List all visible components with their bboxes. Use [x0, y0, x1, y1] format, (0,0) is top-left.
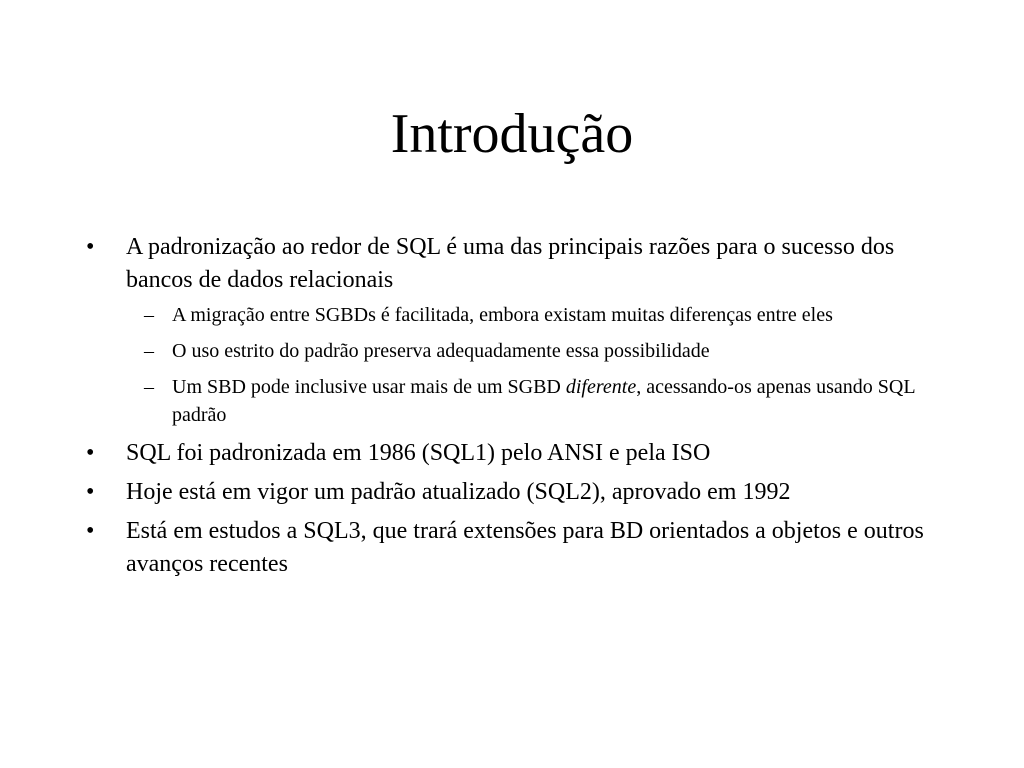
sub-item-text-before: Um SBD pode inclusive usar mais de um SGBD: [172, 376, 566, 398]
bullet-item-2: [86, 437, 926, 470]
sub-item-text: O uso estrito do padrão preserva adequadamente essa possibilidade: [172, 340, 710, 362]
bullet-marker: •: [86, 234, 95, 260]
bullet-text: Está em estudos a SQL3, que trará extensões para BD orientados a objetos e outros avanços recentes: [126, 518, 924, 577]
sub-item-3: [126, 373, 926, 429]
sub-item-2: [126, 337, 926, 365]
sub-list: [126, 301, 926, 429]
sub-item-text-after: , acessando-os apenas usando SQL padrão: [172, 376, 915, 426]
dash-marker: –: [144, 376, 154, 398]
dash-marker: –: [144, 304, 154, 326]
bullet-item-3: [86, 476, 926, 509]
bullet-text: SQL foi padronizada em 1986 (SQL1) pelo ANSI e pela ISO: [126, 440, 711, 466]
bullet-item-4: [86, 515, 926, 581]
bullet-text: Hoje está em vigor um padrão atualizado (SQL2), aprovado em 1992: [126, 479, 791, 505]
sub-item-text-italic: diferente: [565, 376, 637, 398]
dash-marker: –: [144, 340, 154, 362]
bullet-marker: •: [86, 440, 95, 466]
sub-item-text: A migração entre SGBDs é facilitada, embora existam muitas diferenças entre eles: [172, 304, 833, 326]
bullet-marker: •: [86, 518, 95, 544]
bullet-list: [86, 231, 926, 587]
sub-item-1: [126, 301, 926, 329]
slide-title: Introdução: [390, 103, 634, 165]
bullet-item-1: [86, 231, 926, 429]
bullet-text: A padronização ao redor de SQL é uma das principais razões para o sucesso dos bancos de dados relacionais: [126, 234, 895, 293]
bullet-marker: •: [86, 479, 95, 505]
